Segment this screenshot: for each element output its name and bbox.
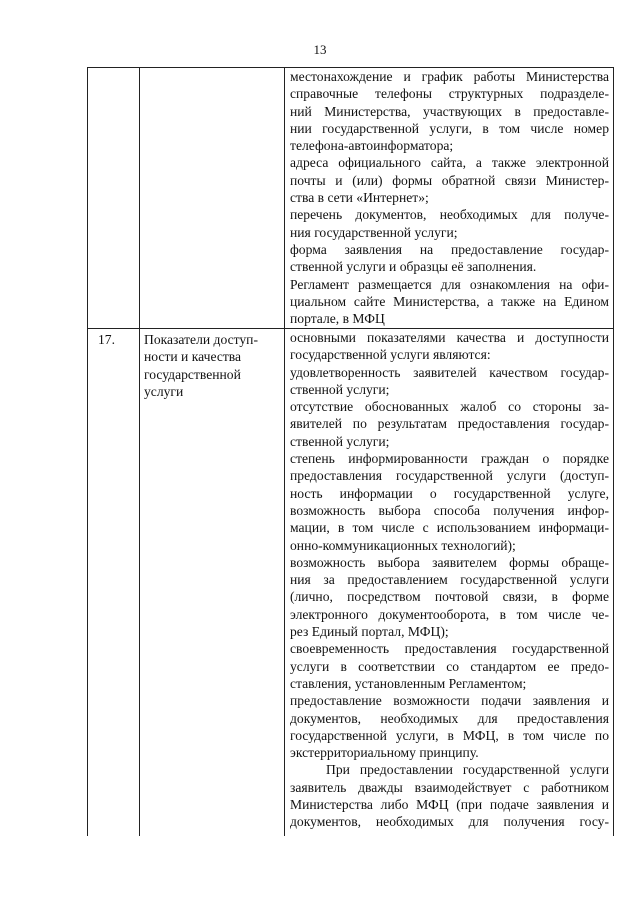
- description-line: электронного документооборота, в том числе че-: [290, 606, 609, 622]
- description-line: государственной услуги, в МФЦ, в том числе по: [290, 727, 609, 743]
- description-line: мации, в том числе с использованием информаци-: [290, 520, 609, 536]
- description-line: справочные телефоны структурных подразделе-: [290, 86, 609, 102]
- description-line: отсутствие обоснованных жалоб со стороны за-: [290, 399, 609, 415]
- description-line: почты и (или) формы обратной связи Министер-: [290, 172, 609, 188]
- description-line: портале, в МФЦ: [290, 311, 385, 327]
- description-line: Министерства либо МФЦ (при подаче заявления и: [290, 797, 609, 813]
- description-line: форма заявления на предоставление государ-: [290, 241, 609, 257]
- name-line: Показатели доступ-: [144, 332, 258, 347]
- description-line: ния за предоставлением государственной услуги: [290, 572, 609, 588]
- row-number-cell: 17.: [88, 329, 140, 837]
- name-line: ности и качества: [144, 349, 242, 365]
- description-line: ний Министерства, участвующих в предоставле-: [290, 103, 609, 119]
- description-line: возможность выбора заявителем формы обраще-: [290, 554, 609, 570]
- description-line: основными показателями качества и доступности: [290, 330, 609, 345]
- row-name-cell: [140, 68, 285, 329]
- description-line: ства в сети «Интернет»;: [290, 190, 429, 206]
- description-line: ставления, установленным Регламентом;: [290, 675, 527, 691]
- description-line: нии государственной услуги, в том числе номер: [290, 120, 609, 136]
- row-description-cell: [285, 68, 614, 329]
- description-line: циальном сайте Министерства, а также на Едином: [290, 293, 609, 309]
- name-line: услуги: [144, 383, 184, 399]
- description-line: степень информированности граждан о порядке: [290, 451, 609, 467]
- description-line: (лично, посредством почтовой связи, в форме: [290, 589, 609, 605]
- description-line: рез Единый портал, МФЦ);: [290, 624, 449, 640]
- description-line: ственной услуги;: [290, 433, 390, 449]
- description-line: Регламент размещается для ознакомления на офи-: [290, 276, 609, 292]
- description-line: заявитель дважды взаимодействует с работником: [290, 779, 609, 795]
- description-line: предоставление возможности подачи заявления и: [290, 693, 609, 709]
- description-line: документов, необходимых для предоставления: [290, 710, 609, 726]
- regulation-table: [87, 67, 614, 836]
- table-row: [88, 68, 614, 329]
- description-line: удовлетворенность заявителей качеством государ-: [290, 364, 609, 380]
- table-row: [88, 329, 614, 837]
- description-line: предоставления государственной услуги (доступ-: [290, 468, 609, 484]
- description-line: услуги в соответствии со стандартом ее предо-: [290, 658, 609, 674]
- description-line: местонахождение и график работы Министерства: [290, 69, 609, 84]
- page-number: 13: [313, 42, 327, 57]
- description-line: ния государственной услуги;: [290, 224, 458, 240]
- description-line: ственной услуги и образцы её заполнения.: [290, 259, 537, 275]
- description-line: онно-коммуникационных технологий);: [290, 537, 516, 553]
- row-number-cell: [88, 68, 140, 329]
- description-line: экстерриториальному принципу.: [290, 745, 479, 761]
- description-line: возможность выбора способа получения инфор-: [290, 502, 609, 518]
- description-line: явителей по результатам предоставления государ-: [290, 416, 609, 432]
- description-line: телефона-автоинформатора;: [290, 138, 454, 154]
- description-line: ственной услуги;: [290, 381, 390, 397]
- description-line: перечень документов, необходимых для получе-: [290, 207, 609, 223]
- row-description-cell: [285, 329, 614, 837]
- description-line: ность информации о государственной услуге,: [290, 485, 609, 501]
- description-line: своевременность предоставления государственной: [290, 641, 609, 657]
- description-line: При предоставлении государственной услуги: [326, 762, 609, 778]
- description-line: документов, необходимых для получения госу-: [290, 814, 609, 830]
- description-line: государственной услуги являются:: [290, 347, 491, 363]
- description-line: адреса официального сайта, а также электронной: [290, 155, 609, 171]
- name-line: государственной: [144, 366, 241, 382]
- row-name-cell: [140, 329, 285, 837]
